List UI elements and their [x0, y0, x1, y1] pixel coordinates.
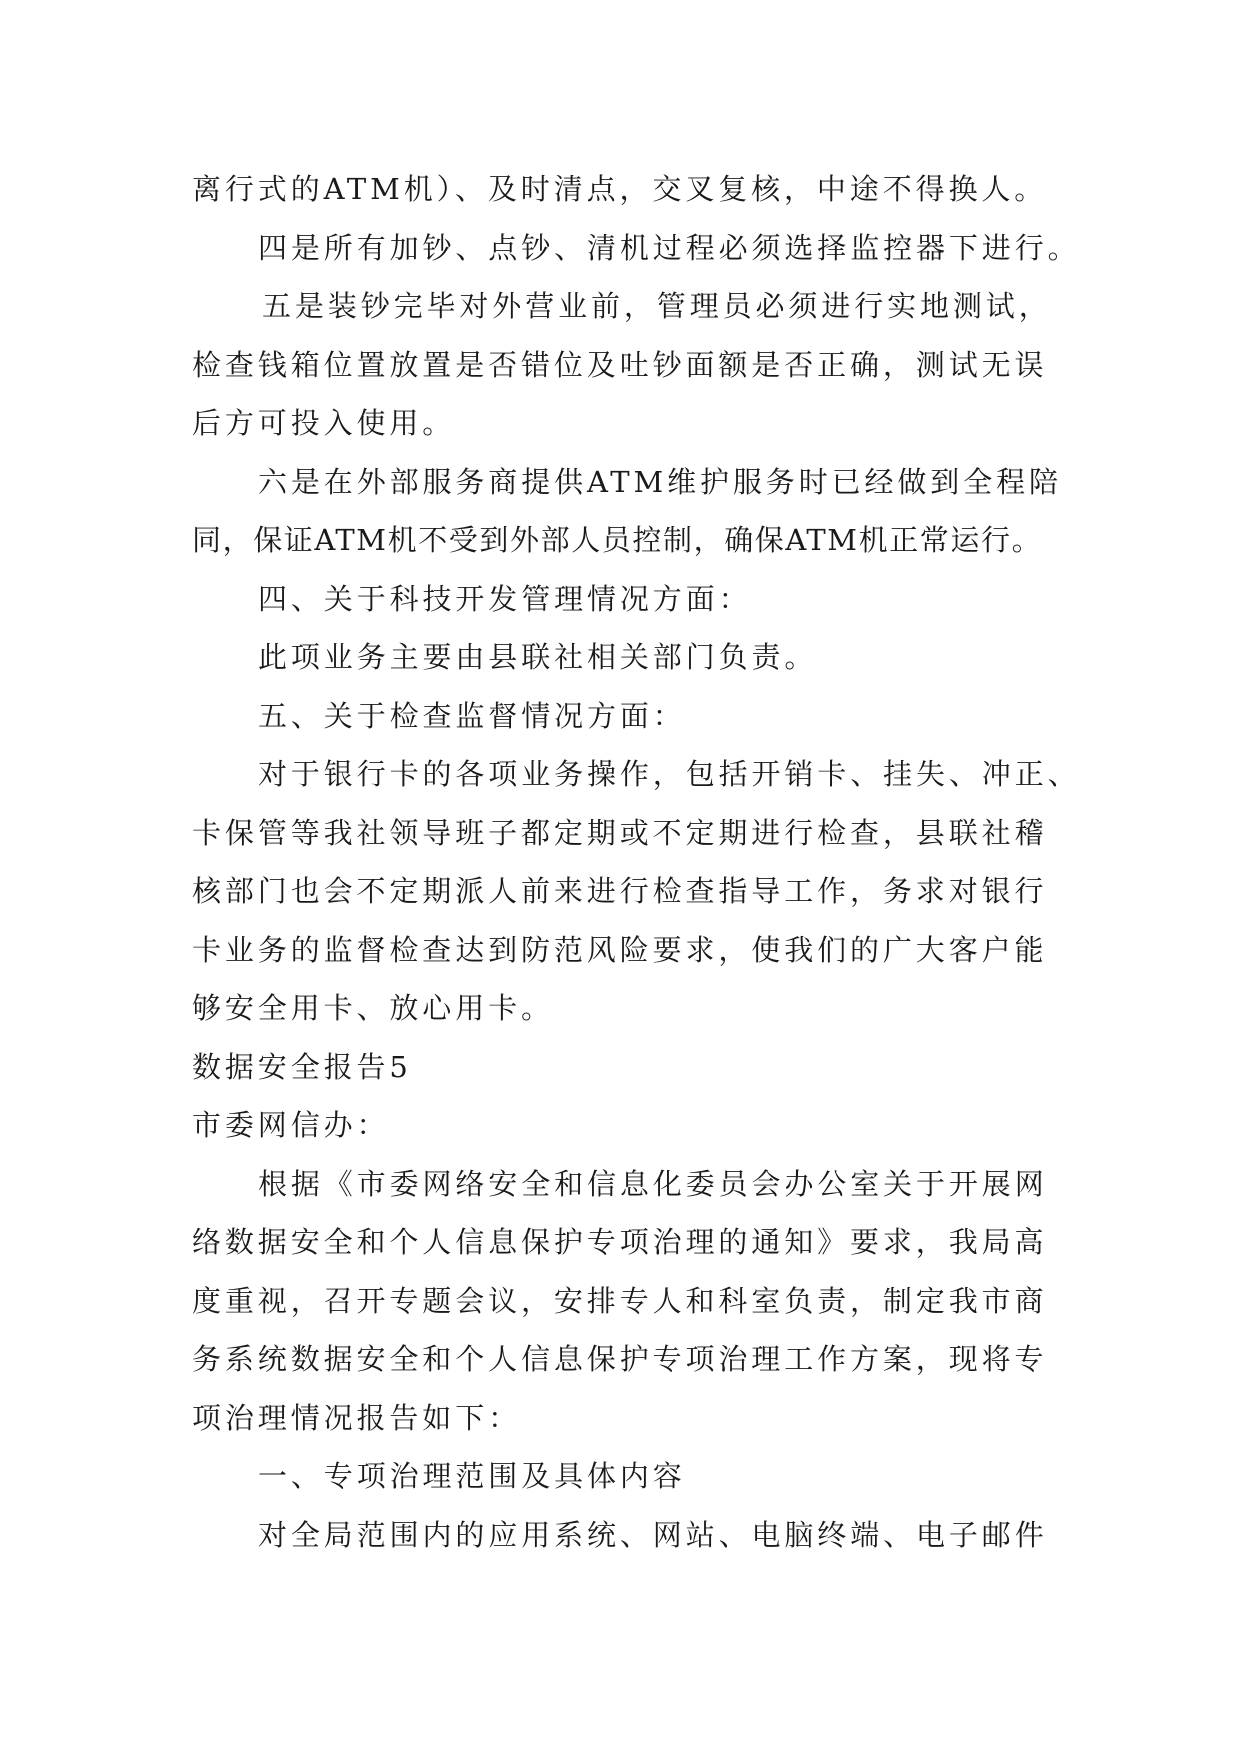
paragraph-line: 络数据安全和个人信息保护专项治理的通知》要求，我局高: [192, 1225, 1048, 1259]
paragraph-line: 五是装钞完毕对外营业前，管理员必须进行实地测试，: [262, 289, 1052, 323]
paragraph-line: 同，保证ATM机不受到外部人员控制，确保ATM机正常运行。: [192, 523, 1043, 557]
paragraph-line: 离行式的ATM机）、及时清点，交叉复核，中途不得换人。: [192, 172, 1048, 206]
paragraph-line: 核部门也会不定期派人前来进行检查指导工作，务求对银行: [192, 874, 1048, 908]
section-heading: 四、关于科技开发管理情况方面：: [258, 581, 752, 616]
paragraph-line: 后方可投入使用。: [192, 406, 456, 440]
paragraph-line: 根据《市委网络安全和信息化委员会办公室关于开展网: [258, 1166, 1048, 1201]
paragraph-line: 六是在外部服务商提供ATM维护服务时已经做到全程陪: [258, 464, 1062, 499]
paragraph-line: 对于银行卡的各项业务操作，包括开销卡、挂失、冲正、: [258, 757, 1081, 791]
salutation: 市委网信办：: [192, 1108, 390, 1142]
section-heading: 五、关于检查监督情况方面：: [258, 698, 686, 733]
paragraph-line: 检查钱箱位置放置是否错位及吐钞面额是否正确，测试无误: [192, 347, 1048, 382]
paragraph-line: 卡业务的监督检查达到防范风险要求，使我们的广大客户能: [192, 932, 1048, 967]
paragraph-line: 卡保管等我社领导班子都定期或不定期进行检查，县联社稽: [192, 815, 1048, 850]
document-body: [192, 160, 1081, 1564]
paragraph-line: 四是所有加钞、点钞、清机过程必须选择监控器下进行。: [258, 230, 1081, 265]
paragraph-line: 对全局范围内的应用系统、网站、电脑终端、电子邮件: [258, 1517, 1048, 1552]
report-title: 数据安全报告5: [192, 1049, 412, 1084]
paragraph-line: 此项业务主要由县联社相关部门负责。: [258, 640, 818, 674]
paragraph-line: 务系统数据安全和个人信息保护专项治理工作方案，现将专: [192, 1342, 1048, 1376]
paragraph-line: 项治理情况报告如下：: [192, 1400, 522, 1435]
section-heading: 一、专项治理范围及具体内容: [258, 1459, 686, 1493]
paragraph-line: 够安全用卡、放心用卡。: [192, 991, 554, 1025]
paragraph-line: 度重视，召开专题会议，安排专人和科室负责，制定我市商: [192, 1283, 1048, 1318]
